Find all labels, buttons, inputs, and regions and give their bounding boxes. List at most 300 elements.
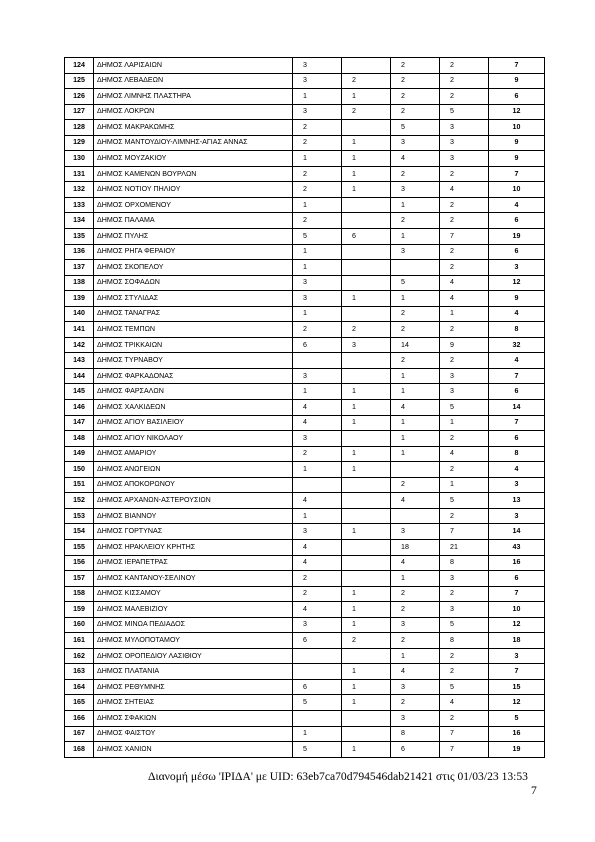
- row-number-cell: 166: [65, 710, 94, 726]
- value-cell-3: 2: [391, 58, 440, 74]
- value-cell-3: 2: [391, 166, 440, 182]
- row-number-cell: 157: [65, 571, 94, 587]
- value-cell-3: 5: [391, 120, 440, 136]
- row-number-cell: 156: [65, 555, 94, 571]
- value-cell-4: 1: [440, 477, 489, 493]
- municipality-name-cell: ΔΗΜΟΣ ΠΑΛΑΜΑ: [94, 213, 293, 229]
- municipality-name-cell: ΔΗΜΟΣ ΠΥΛΗΣ: [94, 229, 293, 245]
- total-cell: 12: [489, 104, 545, 120]
- value-cell-3: 2: [391, 633, 440, 649]
- row-number-cell: 168: [65, 742, 94, 758]
- value-cell-4: 4: [440, 275, 489, 291]
- municipality-name-cell: ΔΗΜΟΣ ΙΕΡΑΠΕΤΡΑΣ: [94, 555, 293, 571]
- total-cell: 3: [489, 477, 545, 493]
- value-cell-3: 1: [391, 446, 440, 462]
- municipality-name-cell: ΔΗΜΟΣ ΝΟΤΙΟΥ ΠΗΛΙΟΥ: [94, 182, 293, 198]
- value-cell-1: 4: [293, 539, 342, 555]
- value-cell-4: 21: [440, 539, 489, 555]
- municipality-name-cell: ΔΗΜΟΣ ΚΑΜΕΝΩΝ ΒΟΥΡΛΩΝ: [94, 166, 293, 182]
- value-cell-3: 2: [391, 213, 440, 229]
- municipality-name-cell: ΔΗΜΟΣ ΛΕΒΑΔΕΩΝ: [94, 73, 293, 89]
- value-cell-2: [342, 244, 391, 260]
- value-cell-3: 3: [391, 244, 440, 260]
- value-cell-2: [342, 368, 391, 384]
- table-row: [65, 275, 545, 291]
- row-number-cell: 160: [65, 617, 94, 633]
- value-cell-4: 4: [440, 446, 489, 462]
- value-cell-2: 2: [342, 322, 391, 338]
- municipality-name-cell: ΔΗΜΟΣ ΚΙΣΣΑΜΟΥ: [94, 586, 293, 602]
- municipality-name-cell: ΔΗΜΟΣ ΣΤΥΛΙΔΑΣ: [94, 291, 293, 307]
- table-row: [65, 602, 545, 618]
- municipality-name-cell: ΔΗΜΟΣ ΜΟΥΖΑΚΙΟΥ: [94, 151, 293, 167]
- municipality-name-cell: ΔΗΜΟΣ ΜΑΝΤΟΥΔΙΟΥ-ΛΙΜΝΗΣ-ΑΓΙΑΣ ΑΝΝΑΣ: [94, 135, 293, 151]
- row-number-cell: 151: [65, 477, 94, 493]
- value-cell-2: [342, 477, 391, 493]
- value-cell-3: 3: [391, 135, 440, 151]
- municipality-name-cell: ΔΗΜΟΣ ΛΑΡΙΣΑΙΩΝ: [94, 58, 293, 74]
- total-cell: 7: [489, 368, 545, 384]
- table-row: [65, 524, 545, 540]
- table-row: [65, 446, 545, 462]
- value-cell-4: 9: [440, 337, 489, 353]
- row-number-cell: 165: [65, 695, 94, 711]
- municipality-name-cell: ΔΗΜΟΣ ΑΓΙΟΥ ΝΙΚΟΛΑΟΥ: [94, 431, 293, 447]
- total-cell: 32: [489, 337, 545, 353]
- row-number-cell: 138: [65, 275, 94, 291]
- value-cell-2: 1: [342, 415, 391, 431]
- value-cell-2: [342, 508, 391, 524]
- value-cell-1: 3: [293, 58, 342, 74]
- total-cell: 16: [489, 555, 545, 571]
- value-cell-4: 3: [440, 120, 489, 136]
- value-cell-4: 3: [440, 571, 489, 587]
- value-cell-4: 2: [440, 710, 489, 726]
- total-cell: 12: [489, 617, 545, 633]
- row-number-cell: 135: [65, 229, 94, 245]
- municipality-name-cell: ΔΗΜΟΣ ΜΑΚΡΑΚΩΜΗΣ: [94, 120, 293, 136]
- total-cell: 3: [489, 508, 545, 524]
- value-cell-4: 5: [440, 493, 489, 509]
- value-cell-4: 2: [440, 73, 489, 89]
- total-cell: 14: [489, 400, 545, 416]
- page-number: 7: [531, 784, 537, 797]
- table-row: [65, 120, 545, 136]
- row-number-cell: 130: [65, 151, 94, 167]
- value-cell-3: 1: [391, 571, 440, 587]
- row-number-cell: 139: [65, 291, 94, 307]
- value-cell-3: 2: [391, 695, 440, 711]
- total-cell: 4: [489, 353, 545, 369]
- value-cell-3: 1: [391, 291, 440, 307]
- municipality-name-cell: ΔΗΜΟΣ ΡΗΓΑ ΦΕΡΑΙΟΥ: [94, 244, 293, 260]
- value-cell-1: 5: [293, 229, 342, 245]
- value-cell-1: 2: [293, 182, 342, 198]
- value-cell-4: 4: [440, 291, 489, 307]
- value-cell-1: 5: [293, 742, 342, 758]
- table-row: [65, 182, 545, 198]
- total-cell: 8: [489, 322, 545, 338]
- value-cell-2: [342, 353, 391, 369]
- total-cell: 9: [489, 291, 545, 307]
- value-cell-2: 1: [342, 182, 391, 198]
- table-row: [65, 571, 545, 587]
- table-row: [65, 539, 545, 555]
- total-cell: 4: [489, 306, 545, 322]
- value-cell-3: [391, 508, 440, 524]
- value-cell-2: 2: [342, 104, 391, 120]
- total-cell: 6: [489, 244, 545, 260]
- value-cell-2: [342, 213, 391, 229]
- value-cell-4: 2: [440, 197, 489, 213]
- row-number-cell: 128: [65, 120, 94, 136]
- municipality-name-cell: ΔΗΜΟΣ ΗΡΑΚΛΕΙΟΥ ΚΡΗΤΗΣ: [94, 539, 293, 555]
- table-row: [65, 73, 545, 89]
- municipality-name-cell: ΔΗΜΟΣ ΡΕΘΥΜΝΗΣ: [94, 679, 293, 695]
- table-row: [65, 400, 545, 416]
- row-number-cell: 155: [65, 539, 94, 555]
- municipality-name-cell: ΔΗΜΟΣ ΛΟΚΡΩΝ: [94, 104, 293, 120]
- table-row: [65, 368, 545, 384]
- table-row: [65, 664, 545, 680]
- value-cell-2: [342, 120, 391, 136]
- value-cell-2: [342, 648, 391, 664]
- value-cell-1: 6: [293, 679, 342, 695]
- value-cell-3: 2: [391, 353, 440, 369]
- value-cell-4: 7: [440, 229, 489, 245]
- value-cell-1: 4: [293, 602, 342, 618]
- municipality-name-cell: ΔΗΜΟΣ ΑΜΑΡΙΟΥ: [94, 446, 293, 462]
- municipality-name-cell: ΔΗΜΟΣ ΓΟΡΤΥΝΑΣ: [94, 524, 293, 540]
- total-cell: 10: [489, 602, 545, 618]
- value-cell-1: 1: [293, 197, 342, 213]
- total-cell: 8: [489, 446, 545, 462]
- value-cell-4: 3: [440, 135, 489, 151]
- total-cell: 4: [489, 197, 545, 213]
- value-cell-4: 2: [440, 586, 489, 602]
- municipality-table-container: [64, 57, 545, 758]
- value-cell-2: [342, 58, 391, 74]
- value-cell-4: 2: [440, 260, 489, 276]
- value-cell-3: 14: [391, 337, 440, 353]
- value-cell-1: 1: [293, 508, 342, 524]
- value-cell-2: 1: [342, 446, 391, 462]
- table-row: [65, 710, 545, 726]
- value-cell-4: 2: [440, 322, 489, 338]
- table-row: [65, 431, 545, 447]
- total-cell: 10: [489, 120, 545, 136]
- value-cell-2: [342, 260, 391, 276]
- total-cell: 14: [489, 524, 545, 540]
- value-cell-1: 3: [293, 368, 342, 384]
- value-cell-2: [342, 539, 391, 555]
- municipality-table: [64, 57, 545, 758]
- total-cell: 16: [489, 726, 545, 742]
- row-number-cell: 145: [65, 384, 94, 400]
- row-number-cell: 124: [65, 58, 94, 74]
- value-cell-4: 5: [440, 617, 489, 633]
- value-cell-1: 2: [293, 166, 342, 182]
- table-row: [65, 151, 545, 167]
- municipality-name-cell: ΔΗΜΟΣ ΣΗΤΕΙΑΣ: [94, 695, 293, 711]
- table-row: [65, 384, 545, 400]
- value-cell-1: [293, 477, 342, 493]
- total-cell: 6: [489, 384, 545, 400]
- value-cell-1: [293, 648, 342, 664]
- value-cell-2: 1: [342, 524, 391, 540]
- value-cell-3: 3: [391, 679, 440, 695]
- value-cell-2: 1: [342, 400, 391, 416]
- table-row: [65, 89, 545, 105]
- value-cell-3: 2: [391, 306, 440, 322]
- value-cell-3: 4: [391, 151, 440, 167]
- total-cell: 7: [489, 415, 545, 431]
- total-cell: 3: [489, 648, 545, 664]
- table-row: [65, 726, 545, 742]
- value-cell-1: 3: [293, 431, 342, 447]
- value-cell-1: [293, 664, 342, 680]
- value-cell-4: 2: [440, 353, 489, 369]
- value-cell-3: [391, 260, 440, 276]
- table-row: [65, 213, 545, 229]
- value-cell-2: 1: [342, 617, 391, 633]
- row-number-cell: 167: [65, 726, 94, 742]
- row-number-cell: 147: [65, 415, 94, 431]
- value-cell-4: 2: [440, 431, 489, 447]
- value-cell-2: 1: [342, 89, 391, 105]
- value-cell-2: [342, 493, 391, 509]
- municipality-name-cell: ΔΗΜΟΣ ΑΠΟΚΟΡΩΝΟΥ: [94, 477, 293, 493]
- table-row: [65, 135, 545, 151]
- value-cell-4: 8: [440, 633, 489, 649]
- municipality-name-cell: ΔΗΜΟΣ ΛΙΜΝΗΣ ΠΛΑΣΤΗΡΑ: [94, 89, 293, 105]
- value-cell-2: 1: [342, 384, 391, 400]
- table-row: [65, 586, 545, 602]
- row-number-cell: 159: [65, 602, 94, 618]
- row-number-cell: 137: [65, 260, 94, 276]
- table-row: [65, 695, 545, 711]
- value-cell-4: 4: [440, 695, 489, 711]
- row-number-cell: 131: [65, 166, 94, 182]
- total-cell: 13: [489, 493, 545, 509]
- value-cell-1: 1: [293, 726, 342, 742]
- value-cell-4: 1: [440, 306, 489, 322]
- value-cell-3: 2: [391, 322, 440, 338]
- value-cell-3: 1: [391, 368, 440, 384]
- distribution-footer: Διανομή μέσω 'ΙΡΙΔΑ' με UID: 63eb7ca70d794546dab21421 στις 01/03/23 13:53: [148, 770, 528, 783]
- value-cell-2: 1: [342, 151, 391, 167]
- table-row: [65, 415, 545, 431]
- row-number-cell: 162: [65, 648, 94, 664]
- table-row: [65, 166, 545, 182]
- table-body: [65, 58, 545, 758]
- row-number-cell: 133: [65, 197, 94, 213]
- value-cell-3: 1: [391, 197, 440, 213]
- municipality-name-cell: ΔΗΜΟΣ ΣΦΑΚΙΩΝ: [94, 710, 293, 726]
- table-row: [65, 244, 545, 260]
- table-row: [65, 322, 545, 338]
- value-cell-3: 2: [391, 477, 440, 493]
- value-cell-4: 3: [440, 151, 489, 167]
- total-cell: 19: [489, 742, 545, 758]
- total-cell: 7: [489, 58, 545, 74]
- row-number-cell: 132: [65, 182, 94, 198]
- value-cell-4: 2: [440, 462, 489, 478]
- municipality-name-cell: ΔΗΜΟΣ ΤΕΜΠΩΝ: [94, 322, 293, 338]
- table-row: [65, 291, 545, 307]
- value-cell-2: 3: [342, 337, 391, 353]
- row-number-cell: 142: [65, 337, 94, 353]
- total-cell: 4: [489, 462, 545, 478]
- municipality-name-cell: ΔΗΜΟΣ ΦΑΡΣΑΛΩΝ: [94, 384, 293, 400]
- value-cell-2: 1: [342, 291, 391, 307]
- row-number-cell: 136: [65, 244, 94, 260]
- municipality-name-cell: ΔΗΜΟΣ ΟΡΟΠΕΔΙΟΥ ΛΑΣΙΘΙΟΥ: [94, 648, 293, 664]
- value-cell-3: 6: [391, 742, 440, 758]
- value-cell-3: 3: [391, 617, 440, 633]
- value-cell-4: 5: [440, 679, 489, 695]
- total-cell: 6: [489, 431, 545, 447]
- row-number-cell: 141: [65, 322, 94, 338]
- value-cell-4: 3: [440, 602, 489, 618]
- table-row: [65, 337, 545, 353]
- value-cell-4: 1: [440, 415, 489, 431]
- row-number-cell: 154: [65, 524, 94, 540]
- row-number-cell: 140: [65, 306, 94, 322]
- value-cell-1: 2: [293, 120, 342, 136]
- value-cell-4: 2: [440, 166, 489, 182]
- value-cell-1: 3: [293, 524, 342, 540]
- total-cell: 10: [489, 182, 545, 198]
- value-cell-2: 1: [342, 166, 391, 182]
- total-cell: 9: [489, 73, 545, 89]
- value-cell-3: 3: [391, 710, 440, 726]
- table-row: [65, 648, 545, 664]
- value-cell-4: 2: [440, 244, 489, 260]
- value-cell-1: 1: [293, 260, 342, 276]
- value-cell-3: 4: [391, 400, 440, 416]
- value-cell-1: 2: [293, 213, 342, 229]
- value-cell-1: 3: [293, 104, 342, 120]
- value-cell-4: 5: [440, 400, 489, 416]
- row-number-cell: 125: [65, 73, 94, 89]
- value-cell-2: [342, 431, 391, 447]
- row-number-cell: 146: [65, 400, 94, 416]
- value-cell-1: [293, 353, 342, 369]
- value-cell-2: 1: [342, 135, 391, 151]
- value-cell-1: 4: [293, 493, 342, 509]
- total-cell: 15: [489, 679, 545, 695]
- municipality-name-cell: ΔΗΜΟΣ ΤΥΡΝΑΒΟΥ: [94, 353, 293, 369]
- municipality-name-cell: ΔΗΜΟΣ ΚΑΝΤΑΝΟΥ-ΣΕΛΙΝΟΥ: [94, 571, 293, 587]
- value-cell-2: 1: [342, 679, 391, 695]
- municipality-name-cell: ΔΗΜΟΣ ΤΡΙΚΚΑΙΩΝ: [94, 337, 293, 353]
- value-cell-3: 4: [391, 555, 440, 571]
- value-cell-2: 2: [342, 73, 391, 89]
- value-cell-2: 1: [342, 695, 391, 711]
- value-cell-4: 2: [440, 213, 489, 229]
- table-row: [65, 229, 545, 245]
- row-number-cell: 143: [65, 353, 94, 369]
- value-cell-4: 2: [440, 664, 489, 680]
- value-cell-4: 3: [440, 384, 489, 400]
- value-cell-3: 2: [391, 602, 440, 618]
- value-cell-4: 2: [440, 89, 489, 105]
- row-number-cell: 144: [65, 368, 94, 384]
- row-number-cell: 153: [65, 508, 94, 524]
- municipality-name-cell: ΔΗΜΟΣ ΣΚΟΠΕΛΟΥ: [94, 260, 293, 276]
- table-row: [65, 477, 545, 493]
- row-number-cell: 152: [65, 493, 94, 509]
- value-cell-4: 2: [440, 58, 489, 74]
- value-cell-1: 3: [293, 73, 342, 89]
- municipality-name-cell: ΔΗΜΟΣ ΜΑΛΕΒΙΖΙΟΥ: [94, 602, 293, 618]
- row-number-cell: 163: [65, 664, 94, 680]
- value-cell-1: 1: [293, 244, 342, 260]
- table-row: [65, 306, 545, 322]
- total-cell: 7: [489, 166, 545, 182]
- value-cell-2: [342, 306, 391, 322]
- municipality-name-cell: ΔΗΜΟΣ ΠΛΑΤΑΝΙΑ: [94, 664, 293, 680]
- value-cell-3: 3: [391, 182, 440, 198]
- value-cell-1: 4: [293, 400, 342, 416]
- value-cell-4: 7: [440, 742, 489, 758]
- municipality-name-cell: ΔΗΜΟΣ ΦΑΡΚΑΔΟΝΑΣ: [94, 368, 293, 384]
- total-cell: 9: [489, 151, 545, 167]
- value-cell-2: [342, 710, 391, 726]
- municipality-name-cell: ΔΗΜΟΣ ΧΑΛΚΙΔΕΩΝ: [94, 400, 293, 416]
- value-cell-1: 4: [293, 555, 342, 571]
- value-cell-4: 5: [440, 104, 489, 120]
- value-cell-3: 1: [391, 384, 440, 400]
- municipality-name-cell: ΔΗΜΟΣ ΒΙΑΝΝΟΥ: [94, 508, 293, 524]
- table-row: [65, 679, 545, 695]
- value-cell-1: 2: [293, 446, 342, 462]
- municipality-name-cell: ΔΗΜΟΣ ΑΝΩΓΕΙΩΝ: [94, 462, 293, 478]
- value-cell-3: 8: [391, 726, 440, 742]
- value-cell-1: 3: [293, 275, 342, 291]
- total-cell: 6: [489, 213, 545, 229]
- value-cell-1: 5: [293, 695, 342, 711]
- row-number-cell: 148: [65, 431, 94, 447]
- row-number-cell: 164: [65, 679, 94, 695]
- total-cell: 7: [489, 586, 545, 602]
- table-row: [65, 493, 545, 509]
- table-row: [65, 462, 545, 478]
- row-number-cell: 129: [65, 135, 94, 151]
- row-number-cell: 158: [65, 586, 94, 602]
- value-cell-1: [293, 710, 342, 726]
- value-cell-1: 1: [293, 89, 342, 105]
- value-cell-3: [391, 462, 440, 478]
- total-cell: 9: [489, 135, 545, 151]
- value-cell-1: 1: [293, 384, 342, 400]
- municipality-name-cell: ΔΗΜΟΣ ΜΙΝΩΑ ΠΕΔΙΑΔΟΣ: [94, 617, 293, 633]
- value-cell-1: 2: [293, 135, 342, 151]
- total-cell: 6: [489, 571, 545, 587]
- value-cell-1: 1: [293, 306, 342, 322]
- total-cell: 19: [489, 229, 545, 245]
- value-cell-3: 2: [391, 104, 440, 120]
- value-cell-1: 6: [293, 633, 342, 649]
- value-cell-3: 4: [391, 493, 440, 509]
- municipality-name-cell: ΔΗΜΟΣ ΣΟΦΑΔΩΝ: [94, 275, 293, 291]
- value-cell-4: 7: [440, 524, 489, 540]
- table-row: [65, 742, 545, 758]
- row-number-cell: 134: [65, 213, 94, 229]
- total-cell: 43: [489, 539, 545, 555]
- value-cell-3: 2: [391, 73, 440, 89]
